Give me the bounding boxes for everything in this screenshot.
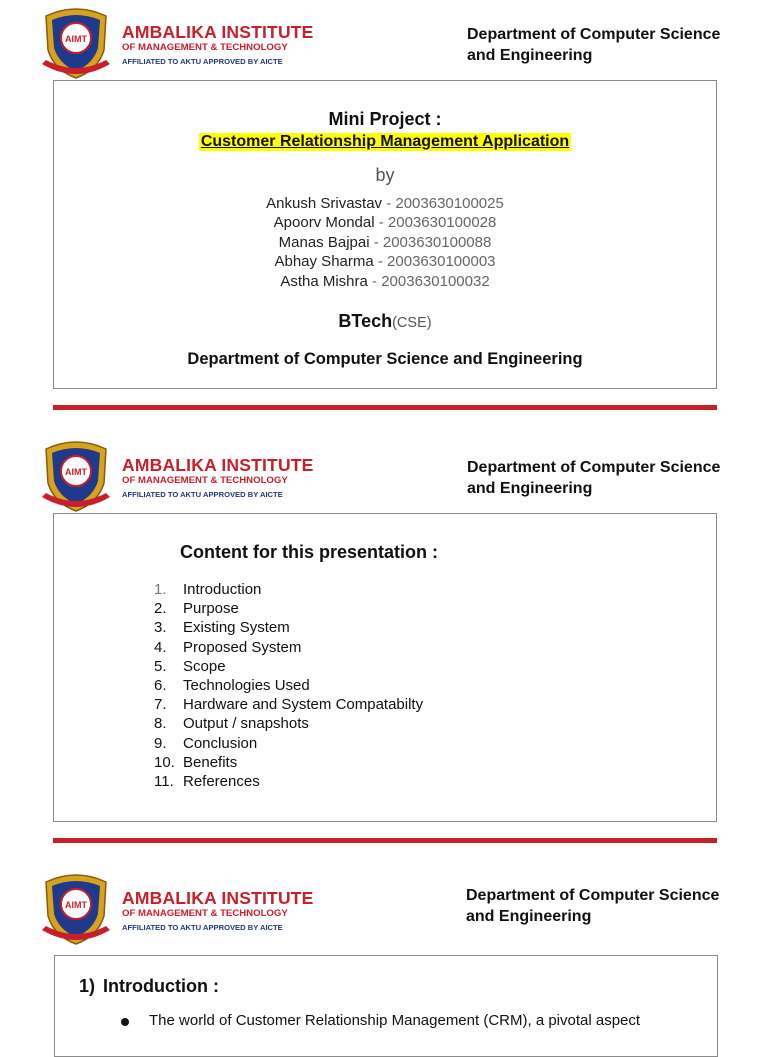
by-label: by <box>375 165 395 185</box>
list-item: 3. Existing System <box>154 619 290 637</box>
degree-line <box>54 311 716 332</box>
list-item: 5. Scope <box>154 657 226 675</box>
member-name: Abhay Sharma <box>274 253 374 271</box>
heading-text: Introduction : <box>103 976 219 996</box>
introduction-heading <box>79 976 219 997</box>
member-row <box>54 272 716 291</box>
member-name: Manas Bajpai <box>278 233 370 251</box>
list-item: 9. Conclusion <box>154 734 258 752</box>
list-item: 8. Output / snapshots <box>154 715 309 733</box>
department-header <box>466 886 756 927</box>
department-line-2: and Engineering <box>467 46 593 64</box>
institute-affiliation: AFFILIATED TO AKTU APPROVED BY AICTE <box>122 923 283 932</box>
slide-2 <box>0 433 768 848</box>
contents-list <box>154 580 423 791</box>
member-id: - 2003630100028 <box>374 214 497 232</box>
member-row <box>54 194 716 213</box>
institute-name: AMBALIKA INSTITUTE <box>122 888 314 908</box>
project-title: Customer Relationship Management Application <box>200 133 570 150</box>
institute-subtitle: OF MANAGEMENT & TECHNOLOGY <box>122 475 288 486</box>
department-header <box>467 25 757 66</box>
list-item: 6. Technologies Used <box>154 677 310 695</box>
department-line-1: Department of Computer Science <box>466 887 720 904</box>
department-header <box>467 458 757 499</box>
department-line-1: Department of Computer Science <box>467 459 721 476</box>
heading-number: 1) <box>79 976 96 996</box>
member-name: Apoorv Mondal <box>273 214 375 232</box>
member-row <box>54 213 716 232</box>
crest-text: AIMT <box>65 467 87 477</box>
institute-subtitle: OF MANAGEMENT & TECHNOLOGY <box>122 42 288 53</box>
department-line-2: and Engineering <box>467 479 593 497</box>
member-row <box>54 233 716 252</box>
crest-text: AIMT <box>65 900 87 910</box>
member-id: - 2003630100088 <box>369 233 492 251</box>
member-id: - 2003630100025 <box>382 195 504 212</box>
member-id: - 2003630100003 <box>373 253 496 271</box>
list-item: 11. References <box>154 773 260 791</box>
crest-icon <box>38 868 114 946</box>
institute-subtitle: OF MANAGEMENT & TECHNOLOGY <box>122 908 288 919</box>
crest-text: AIMT <box>65 34 87 44</box>
crest-icon <box>38 2 114 80</box>
slide-divider <box>53 405 717 410</box>
member-row <box>54 252 716 271</box>
bullet-icon <box>121 1018 129 1026</box>
department-line-1: Department of Computer Science <box>467 26 721 43</box>
list-item: 4. Proposed System <box>154 638 302 656</box>
department-footer: Department of Computer Science and Engineering <box>187 350 583 368</box>
slide-3 <box>0 866 768 1029</box>
introduction-slide-box <box>54 955 718 1057</box>
institute-name: AMBALIKA INSTITUTE <box>122 22 314 42</box>
branch: (CSE) <box>392 315 432 331</box>
slide-1 <box>0 0 768 415</box>
list-item: 2. Purpose <box>154 600 239 618</box>
department-line-2: and Engineering <box>466 907 592 925</box>
list-item: 7. Hardware and System Compatabilty <box>154 696 424 714</box>
bullet-text: The world of Customer Relationship Management (CRM), a pivotal aspect <box>149 1012 641 1029</box>
member-id: - 2003630100032 <box>367 272 490 290</box>
institute-logo <box>38 2 314 80</box>
member-list <box>54 194 716 291</box>
title-slide-box <box>53 80 717 389</box>
list-item: 10. Benefits <box>154 753 238 771</box>
institute-name: AMBALIKA INSTITUTE <box>122 455 314 475</box>
member-name: Astha Mishra <box>280 272 368 290</box>
slide-divider <box>53 838 717 843</box>
institute-logo <box>38 435 314 513</box>
member-name: Ankush Srivastav <box>266 195 383 212</box>
institute-affiliation: AFFILIATED TO AKTU APPROVED BY AICTE <box>122 490 283 499</box>
project-title-wrap <box>54 133 716 151</box>
contents-heading: Content for this presentation : <box>180 542 438 562</box>
crest-icon <box>38 435 114 513</box>
institute-logo <box>38 868 314 946</box>
degree: BTech <box>338 311 393 331</box>
mini-project-title: Mini Project : <box>328 109 442 129</box>
institute-affiliation: AFFILIATED TO AKTU APPROVED BY AICTE <box>122 57 283 66</box>
list-item: 1. Introduction <box>154 581 262 598</box>
contents-slide-box <box>53 513 717 822</box>
